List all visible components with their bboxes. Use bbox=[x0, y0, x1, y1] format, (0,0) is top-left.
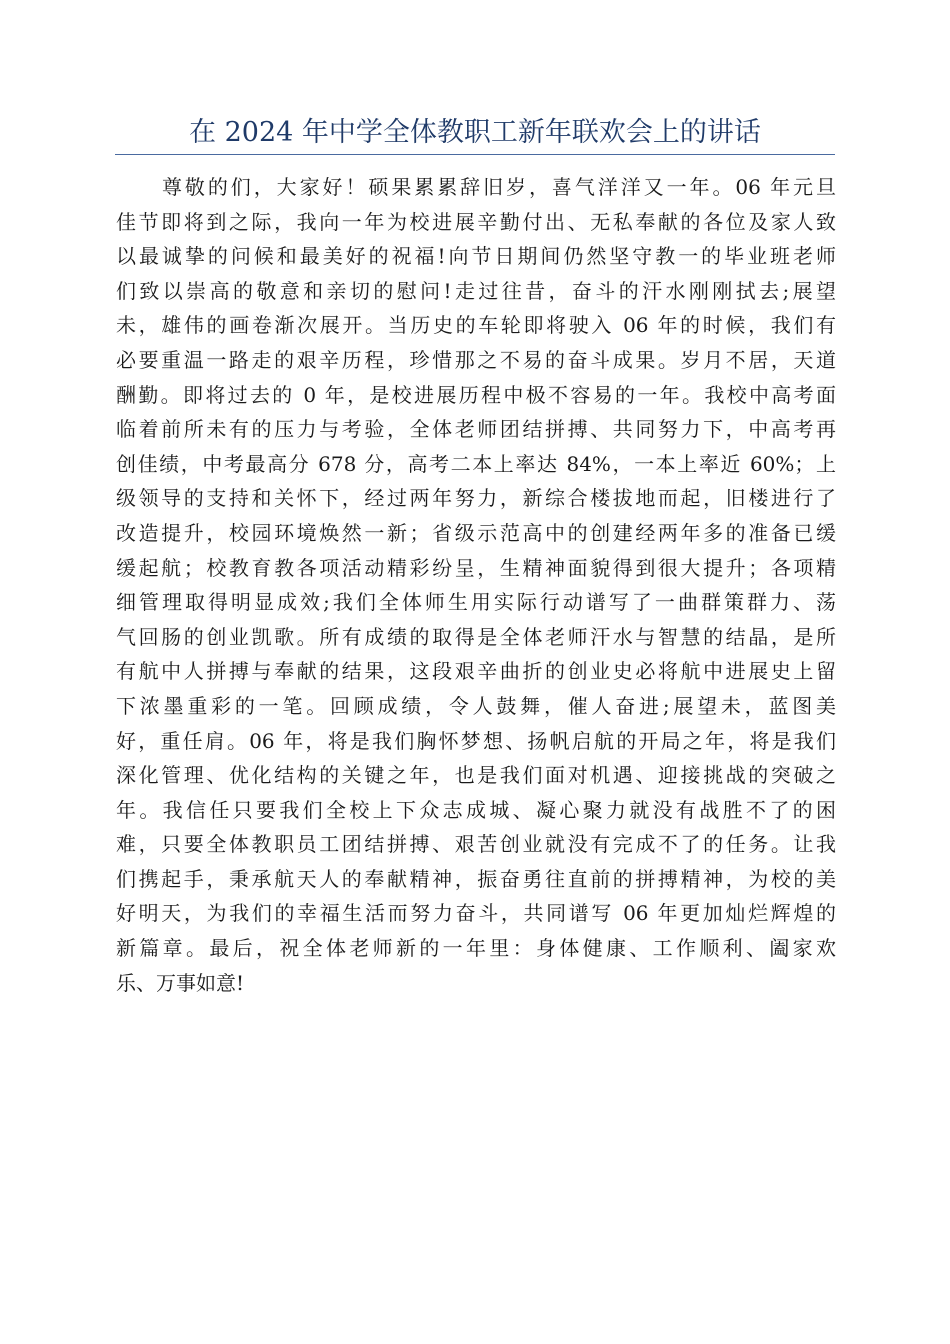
body-line: 细管理取得明显成效;我们全体师生用实际行动谱写了一曲群策群力、荡 bbox=[116, 590, 836, 615]
body-line: 未，雄伟的画卷渐次展开。当历史的车轮即将驶入 06 年的时候，我们有 bbox=[116, 313, 836, 338]
body-line: 尊敬的们，大家好！硕果累累辞旧岁，喜气洋洋又一年。06 年元旦 bbox=[162, 175, 836, 199]
body-line: 们致以崇高的敬意和亲切的慰问!走过往昔，奋斗的汗水刚刚拭去;展望 bbox=[116, 278, 836, 303]
body-line: 改造提升，校园环境焕然一新；省级示范高中的创建经两年多的准备已缓 bbox=[116, 520, 836, 545]
document-title: 在 2024 年中学全体教职工新年联欢会上的讲话 bbox=[189, 117, 761, 148]
body-line: 有航中人拼搏与奉献的结果，这段艰辛曲折的创业史必将航中进展史上留 bbox=[116, 659, 836, 684]
body-line: 级领导的支持和关怀下，经过两年努力，新综合楼拔地而起，旧楼进行了 bbox=[116, 486, 836, 511]
body-line: 气回肠的创业凯歌。所有成绩的取得是全体老师汗水与智慧的结晶，是所 bbox=[116, 624, 836, 649]
body-line: 酬勤。即将过去的 0 年，是校进展历程中极不容易的一年。我校中高考面 bbox=[116, 382, 836, 407]
body-line: 以最诚挚的问候和最美好的祝福!向节日期间仍然坚守教一的毕业班老师 bbox=[116, 244, 836, 269]
body-line: 难，只要全体教职员工团结拼搏、艰苦创业就没有完成不了的任务。让我 bbox=[116, 832, 836, 857]
body-line: 深化管理、优化结构的关键之年，也是我们面对机遇、迎接挑战的突破之 bbox=[116, 763, 836, 788]
body-line: 下浓墨重彩的一笔。回顾成绩，令人鼓舞，催人奋进;展望未，蓝图美 bbox=[116, 693, 836, 718]
body-line: 乐、万事如意! bbox=[116, 970, 245, 995]
body-line: 佳节即将到之际，我向一年为校进展辛勤付出、无私奉献的各位及家人致 bbox=[116, 209, 836, 234]
body-line: 创佳绩，中考最高分 678 分，高考二本上率达 84%，一本上率近 60%；上 bbox=[116, 451, 836, 476]
speech-body bbox=[116, 170, 836, 1000]
title-underline bbox=[115, 154, 835, 155]
body-line: 临着前所未有的压力与考验，全体老师团结拼搏、共同努力下，中高考再 bbox=[116, 417, 836, 442]
body-line: 们携起手，秉承航天人的奉献精神，振奋勇往直前的拼搏精神，为校的美 bbox=[116, 866, 836, 891]
body-line: 必要重温一路走的艰辛历程，珍惜那之不易的奋斗成果。岁月不居，天道 bbox=[116, 347, 836, 372]
body-line: 好，重任肩。06 年，将是我们胸怀梦想、扬帆启航的开局之年，将是我们 bbox=[116, 728, 836, 753]
body-line: 年。我信任只要我们全校上下众志成城、凝心聚力就没有战胜不了的困 bbox=[116, 797, 836, 822]
body-line: 缓起航；校教育教各项活动精彩纷呈，生精神面貌得到很大提升；各项精 bbox=[116, 555, 836, 580]
body-line: 好明天，为我们的幸福生活而努力奋斗，共同谱写 06 年更加灿烂辉煌的 bbox=[116, 901, 836, 926]
body-line: 新篇章。最后，祝全体老师新的一年里：身体健康、工作顺利、阖家欢 bbox=[116, 936, 836, 961]
